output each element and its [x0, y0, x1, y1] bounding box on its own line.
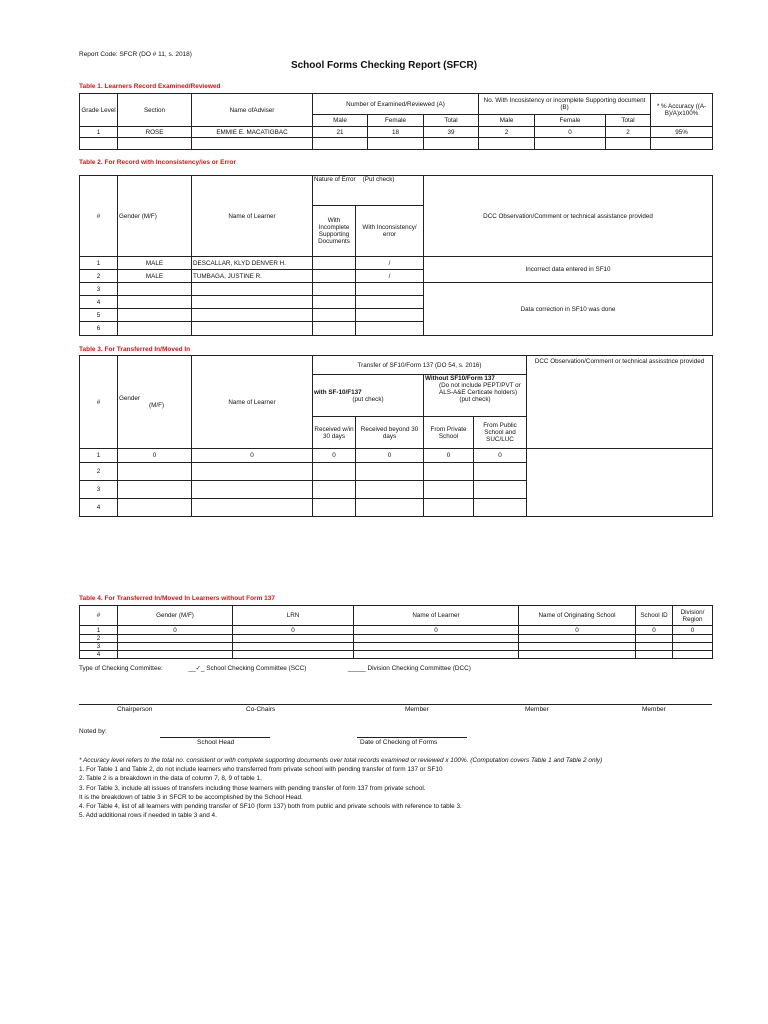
t2-header-name: Name of Learner	[192, 176, 313, 257]
t1-header-section: Section	[118, 94, 192, 127]
table-row	[80, 643, 713, 651]
t2-num: 2	[80, 270, 118, 283]
t4-name: 0	[354, 626, 519, 635]
date-checking-label: Date of Checking of Forms	[360, 739, 438, 746]
t1-header-total-a: Total	[424, 115, 479, 127]
note-5: 5. Add additional rows if needed in table 3 and 4.	[79, 812, 217, 820]
t4-header-lrn: LRN	[233, 606, 354, 626]
t3-gender-label: Gender	[119, 395, 141, 402]
t2-header-gender: Gender (M/F)	[118, 176, 192, 257]
t3-header-public: From Public School and SUC/LUC	[474, 417, 527, 449]
t4-lrn: 0	[233, 626, 354, 635]
t1-grade: 1	[80, 127, 118, 138]
table-row	[80, 257, 713, 270]
t1-a-male: 21	[313, 127, 368, 138]
t3-header-num: #	[80, 356, 118, 449]
t2-inconsistency: /	[356, 257, 424, 270]
t3-header-without	[424, 375, 527, 417]
signature-line	[79, 704, 712, 705]
t3-gender-mf: (M/F)	[149, 402, 165, 409]
t3-header-transfer: Transfer of SF10/Form 137 (DO 54, s. 2016)	[313, 356, 527, 375]
t3-header-with	[313, 375, 424, 417]
t1-section: ROSE	[118, 127, 192, 138]
t3-header-beyond30: Received beyond 30 days	[356, 417, 424, 449]
t3-header-dcc: DCC Observation/Comment or technical assisstnce provided	[527, 356, 713, 449]
school-head-label: School Head	[197, 739, 235, 746]
chairperson-label: Chairperson	[117, 706, 153, 713]
note-2: 2. Table 2 is a breakdown in the data of column 7, 8, 9 of table 1.	[79, 775, 262, 783]
t1-header-male-b: Male	[479, 115, 535, 127]
t4-header-num: #	[80, 606, 118, 626]
t1-header-total-b: Total	[606, 115, 651, 127]
table3-caption: Table 3. For Transferred In/Moved In	[79, 346, 191, 353]
t3-name: 0	[192, 449, 313, 463]
table-row	[80, 127, 713, 138]
t3-without-label: Without SF10/Form 137	[425, 375, 495, 382]
note-accuracy: * Accuracy level refers to the total no. consistent or with complete supporting documents over total records examined or reviewed x 100%. (Computation covers Table 1 and Table 2 only)	[79, 757, 603, 764]
t2-name: DESCALLAR, KLYD DENVER H.	[192, 257, 313, 270]
table-row	[80, 449, 713, 463]
t4-header-gender: Gender (M/F)	[118, 606, 233, 626]
t3-header-name: Name of Learner	[192, 356, 313, 449]
t1-header-inconsistency: No. With Incosistency or incomplete Supporting document (B)	[479, 94, 651, 115]
note-3: 3. For Table 3, include all issues of transfers including those learners with pending transfer of form 137 from private school.	[79, 784, 426, 792]
member-label-2: Member	[525, 706, 549, 713]
table2	[79, 175, 713, 336]
t3-gender: 0	[118, 449, 192, 463]
t4-header-division: Division/ Region	[673, 606, 713, 626]
t1-b-total: 2	[606, 127, 651, 138]
t4-division: 0	[673, 626, 713, 635]
dcc-label: Division Checking Committee (DCC)	[367, 665, 471, 672]
t3-header-within30: Received w/in 30 days	[313, 417, 356, 449]
t4-num: 2	[80, 635, 118, 643]
t2-header-nature	[313, 176, 424, 206]
t2-num: 3	[80, 283, 118, 296]
t3-num: 4	[80, 499, 118, 517]
t1-accuracy: 95%	[651, 127, 713, 138]
t4-header-name: Name of Learner	[354, 606, 519, 626]
t2-header-incomplete: With Incomplete Supporting Documents	[313, 206, 356, 257]
t1-b-male: 2	[479, 127, 535, 138]
t3-with-check: (put check)	[352, 395, 384, 403]
t4-num: 3	[80, 643, 118, 651]
t3-num: 2	[80, 463, 118, 481]
t2-header-inconsistency: With Inconsistency/ error	[356, 206, 424, 257]
note-3b: It is the breakdown of table 3 in SFCR to be accomplished by the School Head.	[79, 793, 303, 801]
t1-header-grade: Grade Level	[80, 94, 118, 127]
t2-comment-1: Incorrect data entered in SF10	[424, 257, 713, 283]
t3-num: 1	[80, 449, 118, 463]
scc-checkbox[interactable]: __✓_	[188, 665, 205, 672]
note-4: 4. For Table 4, list of all learners with pending transfer of SF10 (form 137) both from public and private schools with reference to table 3.	[79, 803, 462, 811]
member-label-1: Member	[405, 706, 429, 713]
t4-header-school: Name of Originating School	[519, 606, 636, 626]
t2-incomplete	[313, 257, 356, 270]
t4-num: 4	[80, 651, 118, 659]
t1-header-examined: Number of Examined/Reviewed (A)	[313, 94, 479, 115]
t2-num: 4	[80, 296, 118, 309]
table-row	[80, 626, 713, 635]
noted-by-label: Noted by:	[79, 728, 107, 735]
t2-num: 1	[80, 257, 118, 270]
t2-gender: MALE	[118, 270, 192, 283]
page-title: School Forms Checking Report (SFCR)	[290, 60, 478, 71]
table1	[79, 93, 713, 150]
t2-header-num: #	[80, 176, 118, 257]
table-row	[80, 651, 713, 659]
t1-a-female: 18	[368, 127, 424, 138]
footnotes	[79, 756, 699, 820]
t2-name: TUMBAGA, JUSTINE R.	[192, 270, 313, 283]
t2-incomplete	[313, 270, 356, 283]
dcc-checkbox[interactable]: _____	[347, 665, 366, 672]
table1-caption: Table 1. Learners Record Examined/Reviewed	[79, 83, 221, 90]
t1-header-female-b: Female	[535, 115, 606, 127]
table-row	[80, 635, 713, 643]
t3-beyond30: 0	[356, 449, 424, 463]
member-label-3: Member	[642, 706, 666, 713]
t2-num: 6	[80, 322, 118, 336]
t2-comment-2: Data correction in SF10 was done	[424, 283, 713, 336]
table4-caption: Table 4. For Transferred In/Moved In Learners without Form 137	[79, 595, 276, 602]
t2-putcheck-label: (Put check)	[362, 176, 395, 183]
school-head-line	[160, 737, 270, 738]
table4	[79, 605, 713, 659]
t1-a-total: 39	[424, 127, 479, 138]
table-row	[80, 138, 713, 150]
t4-header-schoolid: School ID	[636, 606, 673, 626]
committee-line	[79, 664, 471, 672]
cochairs-label: Co-Chairs	[246, 706, 276, 713]
t2-header-dcc: DCC Observation/Comment or technical assistance provided	[424, 176, 713, 257]
scc-label: School Checking Committee (SCC)	[206, 665, 307, 672]
t3-without-check: (put check)	[459, 396, 491, 403]
table3	[79, 355, 713, 517]
t1-header-male-a: Male	[313, 115, 368, 127]
t4-num: 1	[80, 626, 118, 635]
t2-num: 5	[80, 309, 118, 322]
t3-private: 0	[424, 449, 474, 463]
t2-nature-label: Nature of Error	[314, 176, 356, 183]
t3-header-private: From Private School	[424, 417, 474, 449]
t4-schoolid: 0	[636, 626, 673, 635]
t3-num: 3	[80, 481, 118, 499]
t2-inconsistency: /	[356, 270, 424, 283]
t1-adviser: EMMIE E. MACATIGBAC	[192, 127, 313, 138]
t3-dcc-comment	[527, 449, 713, 517]
t3-with-label: with SF-10/F137	[314, 388, 362, 396]
t1-header-female-a: Female	[368, 115, 424, 127]
t4-school: 0	[519, 626, 636, 635]
t1-b-female: 0	[535, 127, 606, 138]
t3-public: 0	[474, 449, 527, 463]
table2-caption: Table 2. For Record with Inconsistency/ies or Error	[79, 159, 237, 166]
t4-gender: 0	[118, 626, 233, 635]
t2-gender: MALE	[118, 257, 192, 270]
t1-header-adviser: Name ofAdviser	[192, 94, 313, 127]
table-row	[80, 283, 713, 296]
t3-header-gender	[118, 356, 192, 449]
t3-within30: 0	[313, 449, 356, 463]
t3-without-note: (Do not include PEPT/PVT or ALS-A&E Certicate holders)	[439, 382, 521, 396]
t1-header-accuracy: * % Accuracy ((A-B)/A)x100%	[651, 94, 713, 127]
report-code: Report Code: SFCR (DO # 11, s. 2018)	[79, 51, 192, 58]
note-1: 1. For Table 1 and Table 2, do not include learners who transferred from private school with pending transfer of form 137 or SF10	[79, 766, 443, 774]
date-checking-line	[357, 737, 467, 738]
committee-label: Type of Checking Committee:	[79, 665, 163, 672]
